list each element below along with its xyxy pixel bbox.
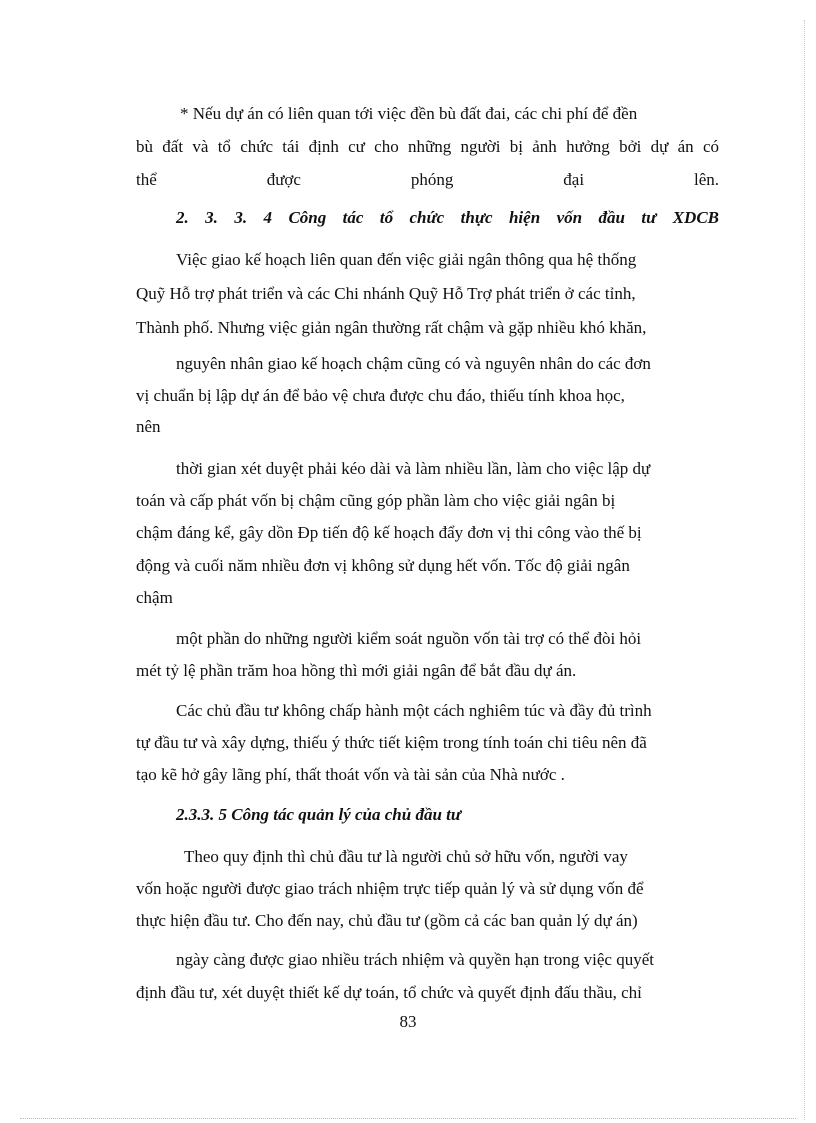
text-line: nguyên nhân giao kế hoạch chậm cũng có và nguyên nhân do các đơn [176, 354, 651, 373]
text-line: toán và cấp phát vốn bị chậm cũng góp phần làm cho việc giải ngân bị [136, 491, 616, 510]
text-line: mét tỷ lệ phần trăm hoa hồng thì mới giải ngân để bắt đầu dự án. [136, 661, 577, 680]
text-line: vốn hoặc người được giao trách nhiệm trực tiếp quản lý và sử dụng vốn để [136, 879, 644, 898]
text-line: động và cuối năm nhiều đơn vị không sử dụng hết vốn. Tốc độ giải ngân [136, 556, 630, 575]
text-line: tự đầu tư và xây dựng, thiếu ý thức tiết kiệm trong tính toán chi tiêu nên đã [136, 733, 647, 752]
page-border-bottom [20, 1118, 796, 1119]
page-border-right [804, 20, 805, 1120]
text-line: Việc giao kế hoạch liên quan đến việc giải ngân thông qua hệ thống [176, 250, 637, 269]
text-line: một phần do những người kiểm soát nguồn vốn tài trợ có thể đòi hỏi [176, 629, 642, 648]
text-line: thực hiện đầu tư. Cho đến nay, chủ đầu tư (gồm cả các ban quản lý dự án) [136, 911, 638, 930]
text-line: bù đất và tổ chức tái định cư cho những người bị ảnh hưởng bởi dự án có [136, 137, 719, 156]
text-line: * Nếu dự án có liên quan tới việc đền bù đất đai, các chi phí để đền [180, 104, 638, 123]
text-line: nên [136, 417, 161, 436]
text-line: ngày càng được giao nhiều trách nhiệm và quyền hạn trong việc quyết [176, 950, 654, 969]
text-line: vị chuẩn bị lập dự án để bảo vệ chưa được chu đáo, thiếu tính khoa học, [136, 386, 625, 405]
text-line: định đầu tư, xét duyệt thiết kế dự toán, tổ chức và quyết định đấu thầu, chỉ [136, 983, 642, 1002]
text-line: thời gian xét duyệt phải kéo dài và làm nhiều lần, làm cho việc lập dự [176, 459, 651, 478]
text-line: thể được phóng đại lên. [136, 170, 719, 189]
text-line: Thành phố. Nhưng việc giản ngân thường rất chậm và gặp nhiều khó khăn, [136, 318, 647, 337]
section-heading: 2. 3. 3. 4 Công tác tổ chức thực hiện vốn đầu tư XDCB [176, 208, 719, 227]
text-line: tạo kẽ hở gây lãng phí, thất thoát vốn và tài sản của Nhà nước . [136, 765, 565, 784]
section-heading: 2.3.3. 5 Công tác quản lý của chủ đầu tư [176, 805, 462, 824]
text-line: Quỹ Hỗ trợ phát triển và các Chi nhánh Quỹ Hỗ Trợ phát triển ở các tỉnh, [136, 284, 636, 303]
text-line: chậm [136, 588, 173, 607]
text-line: Theo quy định thì chủ đầu tư là người chủ sở hữu vốn, người vay [184, 847, 628, 866]
text-line: chậm đáng kể, gây dồn Đp tiến độ kế hoạch đẩy đơn vị thi công vào thế bị [136, 523, 642, 542]
text-line: Các chủ đầu tư không chấp hành một cách nghiêm túc và đầy đủ trình [176, 701, 652, 720]
page-number: 83 [399, 1012, 417, 1031]
